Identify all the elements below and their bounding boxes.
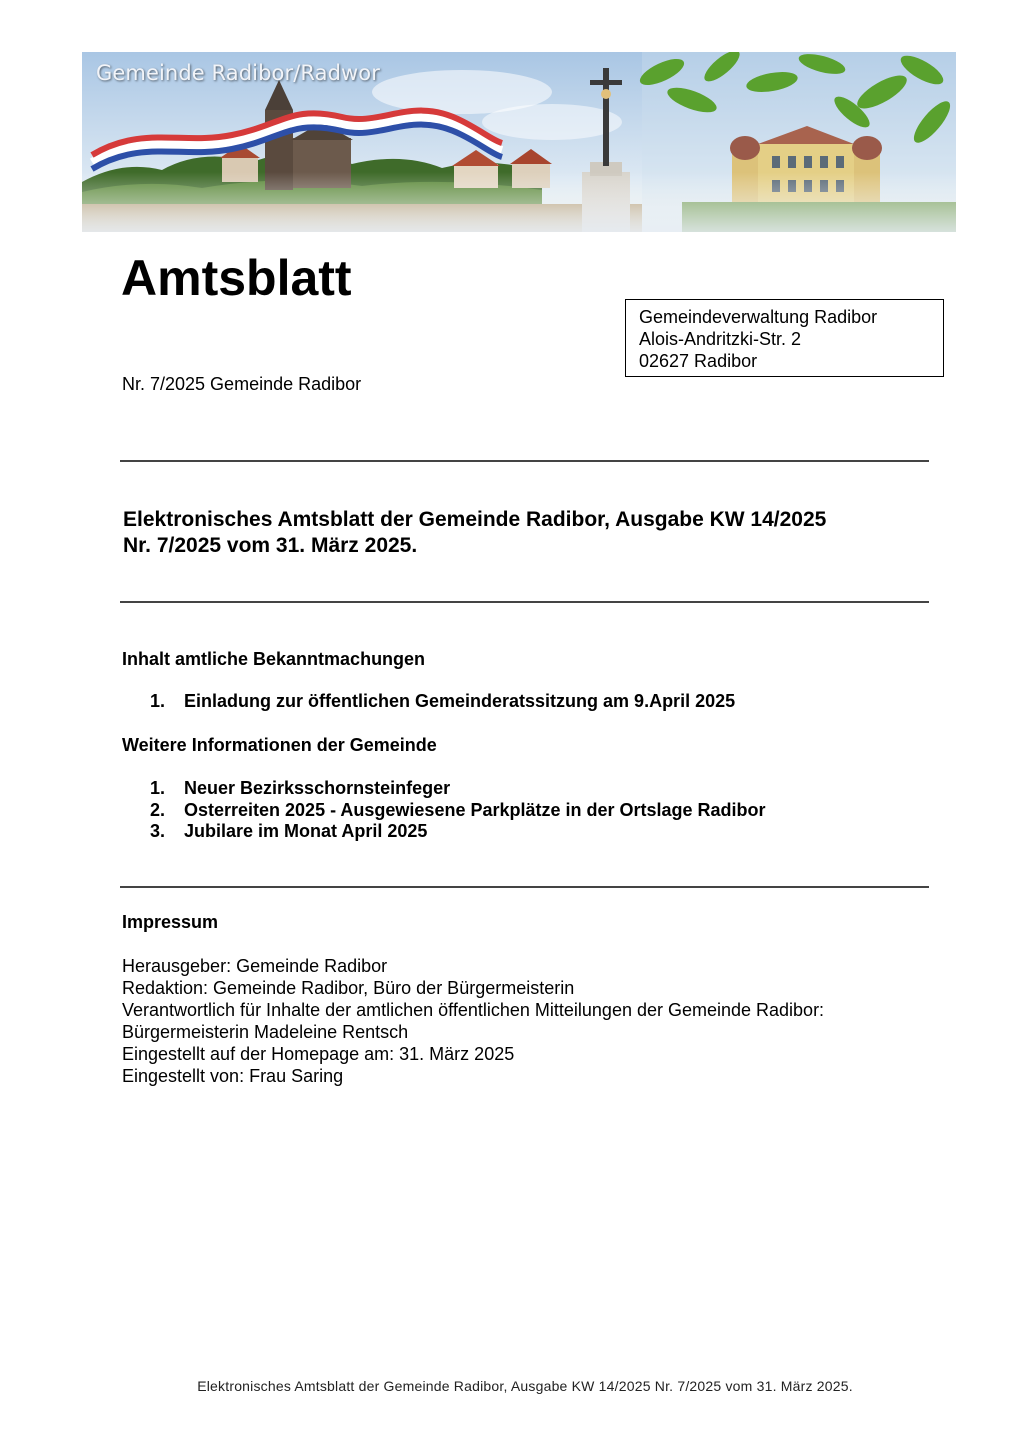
address-line-1: Gemeindeverwaltung Radibor (639, 307, 878, 327)
issue-line: Nr. 7/2025 Gemeinde Radibor (122, 374, 362, 394)
impressum-block (122, 955, 824, 1087)
divider (120, 886, 929, 888)
list-item: 2. Osterreiten 2025 - Ausgewiesene Parkplätze in der Ortslage Radibor (150, 799, 766, 820)
divider (120, 601, 929, 603)
official-notices-list (150, 691, 735, 713)
page-footer: Elektronisches Amtsblatt der Gemeinde Radibor, Ausgabe KW 14/2025 Nr. 7/2025 vom 31. März 2025. (197, 1378, 853, 1394)
banner-title: Gemeinde Radibor/Radwor (96, 61, 380, 85)
impressum-line: Eingestellt auf der Homepage am: 31. März 2025 (122, 1044, 515, 1064)
address-box (625, 299, 944, 377)
document-title: Amtsblatt (121, 250, 352, 306)
heading-line-2: Nr. 7/2025 vom 31. März 2025. (123, 534, 418, 557)
document-heading (123, 507, 826, 559)
impressum-line: Eingestellt von: Frau Saring (122, 1066, 344, 1086)
impressum-label: Impressum (122, 912, 219, 932)
divider (120, 460, 929, 462)
header-banner (82, 52, 956, 232)
list-item: 3. Jubilare im Monat April 2025 (150, 821, 428, 841)
list-item: 1. Neuer Bezirksschornsteinfeger (150, 778, 451, 798)
further-info-label: Weitere Informationen der Gemeinde (122, 735, 437, 755)
official-notices-label: Inhalt amtliche Bekanntmachungen (122, 649, 426, 669)
list-item: 1. Einladung zur öffentlichen Gemeinderatssitzung am 9.April 2025 (150, 691, 736, 711)
address-line-3: 02627 Radibor (639, 351, 758, 371)
impressum-line: Redaktion: Gemeinde Radibor, Büro der Bürgermeisterin (122, 978, 575, 998)
impressum-line: Verantwortlich für Inhalte der amtlichen öffentlichen Mitteilungen der Gemeinde Radibor: (122, 1000, 825, 1020)
further-info-list (150, 778, 766, 843)
address-line-2: Alois-Andritzki-Str. 2 (639, 329, 802, 349)
heading-line-1: Elektronisches Amtsblatt der Gemeinde Radibor, Ausgabe KW 14/2025 (123, 508, 827, 531)
impressum-line: Herausgeber: Gemeinde Radibor (122, 956, 388, 976)
impressum-line: Bürgermeisterin Madeleine Rentsch (122, 1022, 409, 1042)
